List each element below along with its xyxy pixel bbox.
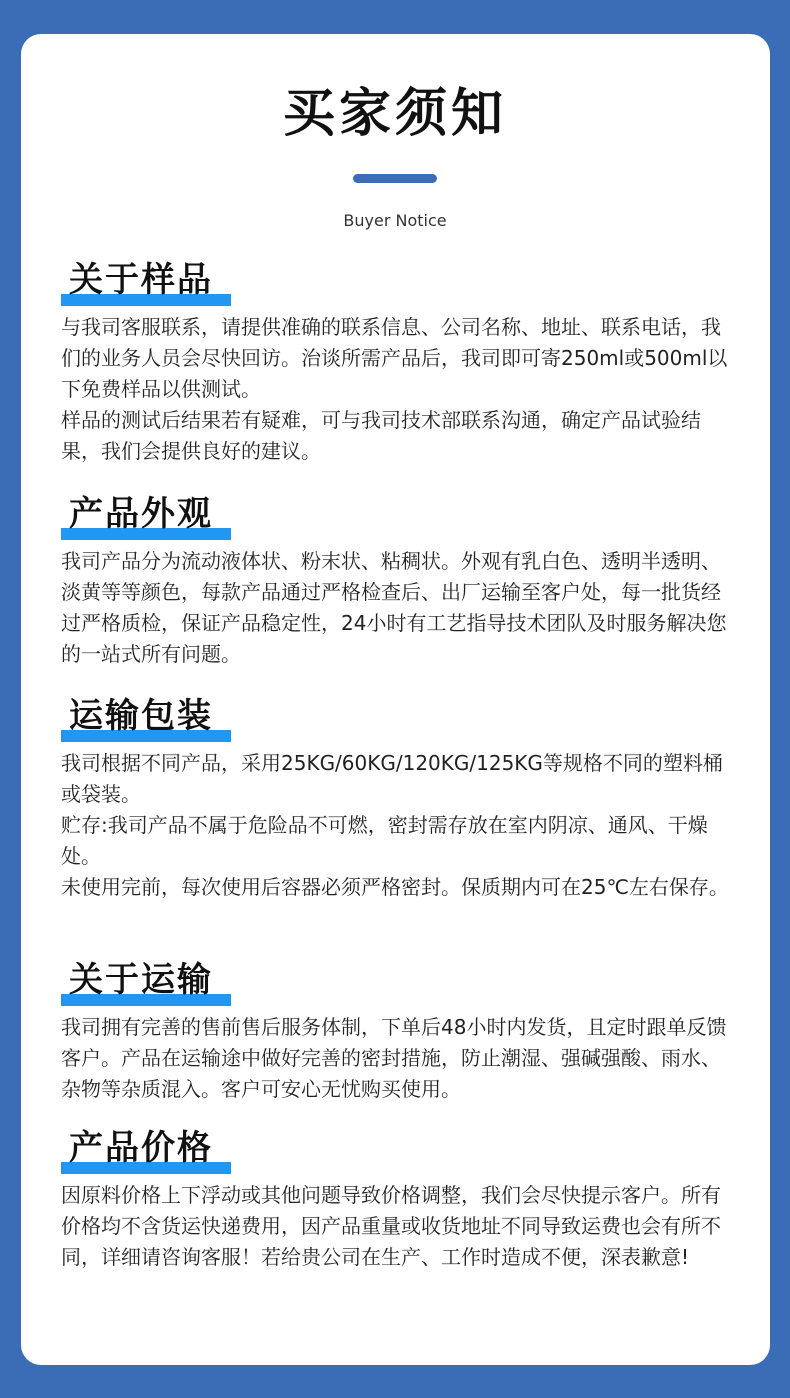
paragraph: 样品的测试后结果若有疑难，可与我司技术部联系沟通，确定产品试验结果，我们会提供良好的建议。 xyxy=(61,408,701,463)
section-body xyxy=(61,1012,731,1105)
paragraph: 我司拥有完善的售前售后服务体制，下单后48小时内发货，且定时跟单反馈客户。产品在运输途中做好完善的密封措施，防止潮湿、强碱强酸、雨水、杂物等杂质混入。客户可安心无忧购买使用。 xyxy=(61,1015,727,1101)
title-underline xyxy=(353,174,437,183)
section-heading: 产品外观 xyxy=(69,494,213,534)
section-pricing xyxy=(61,1126,731,1273)
page-title: 买家须知 xyxy=(282,84,507,144)
paragraph: 与我司客服联系，请提供准确的联系信息、公司名称、地址、联系电话，我们的业务人员会尽快回访。治谈所需产品后，我司即可寄250ml或500ml以下免费样品以供测试。 xyxy=(61,315,728,401)
paragraph: 我司产品分为流动液体状、粉末状、粘稠状。外观有乳白色、透明半透明、淡黄等等颜色，每款产品通过严格检查后、出厂运输至客户处，每一批货经过严格质检，保证产品稳定性，24小时有工艺指导技术团队及时服务解决您的一站式所有问题。 xyxy=(61,549,727,666)
section-samples xyxy=(61,258,731,467)
section-heading-block xyxy=(61,1126,231,1174)
section-body xyxy=(61,312,731,467)
section-heading-block xyxy=(61,492,231,540)
section-heading: 运输包装 xyxy=(69,696,213,736)
section-heading: 关于样品 xyxy=(69,260,213,300)
section-heading: 产品价格 xyxy=(69,1128,213,1168)
paragraph: 贮存:我司产品不属于危险品不可燃，密封需存放在室内阴凉、通风、干燥处。 xyxy=(61,813,708,868)
section-body xyxy=(61,546,731,670)
section-shipping xyxy=(61,958,731,1105)
section-heading-block xyxy=(61,258,231,306)
paragraph: 因原料价格上下浮动或其他问题导致价格调整，我们会尽快提示客户。所有价格均不含货运快递费用，因产品重量或收货地址不同导致运费也会有所不同，详细请咨询客服！若给贵公司在生产、工作时造成不便，深表歉意! xyxy=(61,1183,721,1269)
section-heading-block xyxy=(61,694,231,742)
paragraph: 未使用完前，每次使用后容器必须严格密封。保质期内可在25℃左右保存。 xyxy=(61,875,729,899)
paragraph: 我司根据不同产品，采用25KG/60KG/120KG/125KG等规格不同的塑料桶或袋装。 xyxy=(61,751,723,806)
section-body xyxy=(61,748,731,903)
section-heading-block xyxy=(61,958,231,1006)
page-subtitle: Buyer Notice xyxy=(343,211,447,230)
section-heading: 关于运输 xyxy=(69,960,213,1000)
section-appearance xyxy=(61,492,731,670)
section-packaging xyxy=(61,694,731,903)
section-body xyxy=(61,1180,731,1273)
